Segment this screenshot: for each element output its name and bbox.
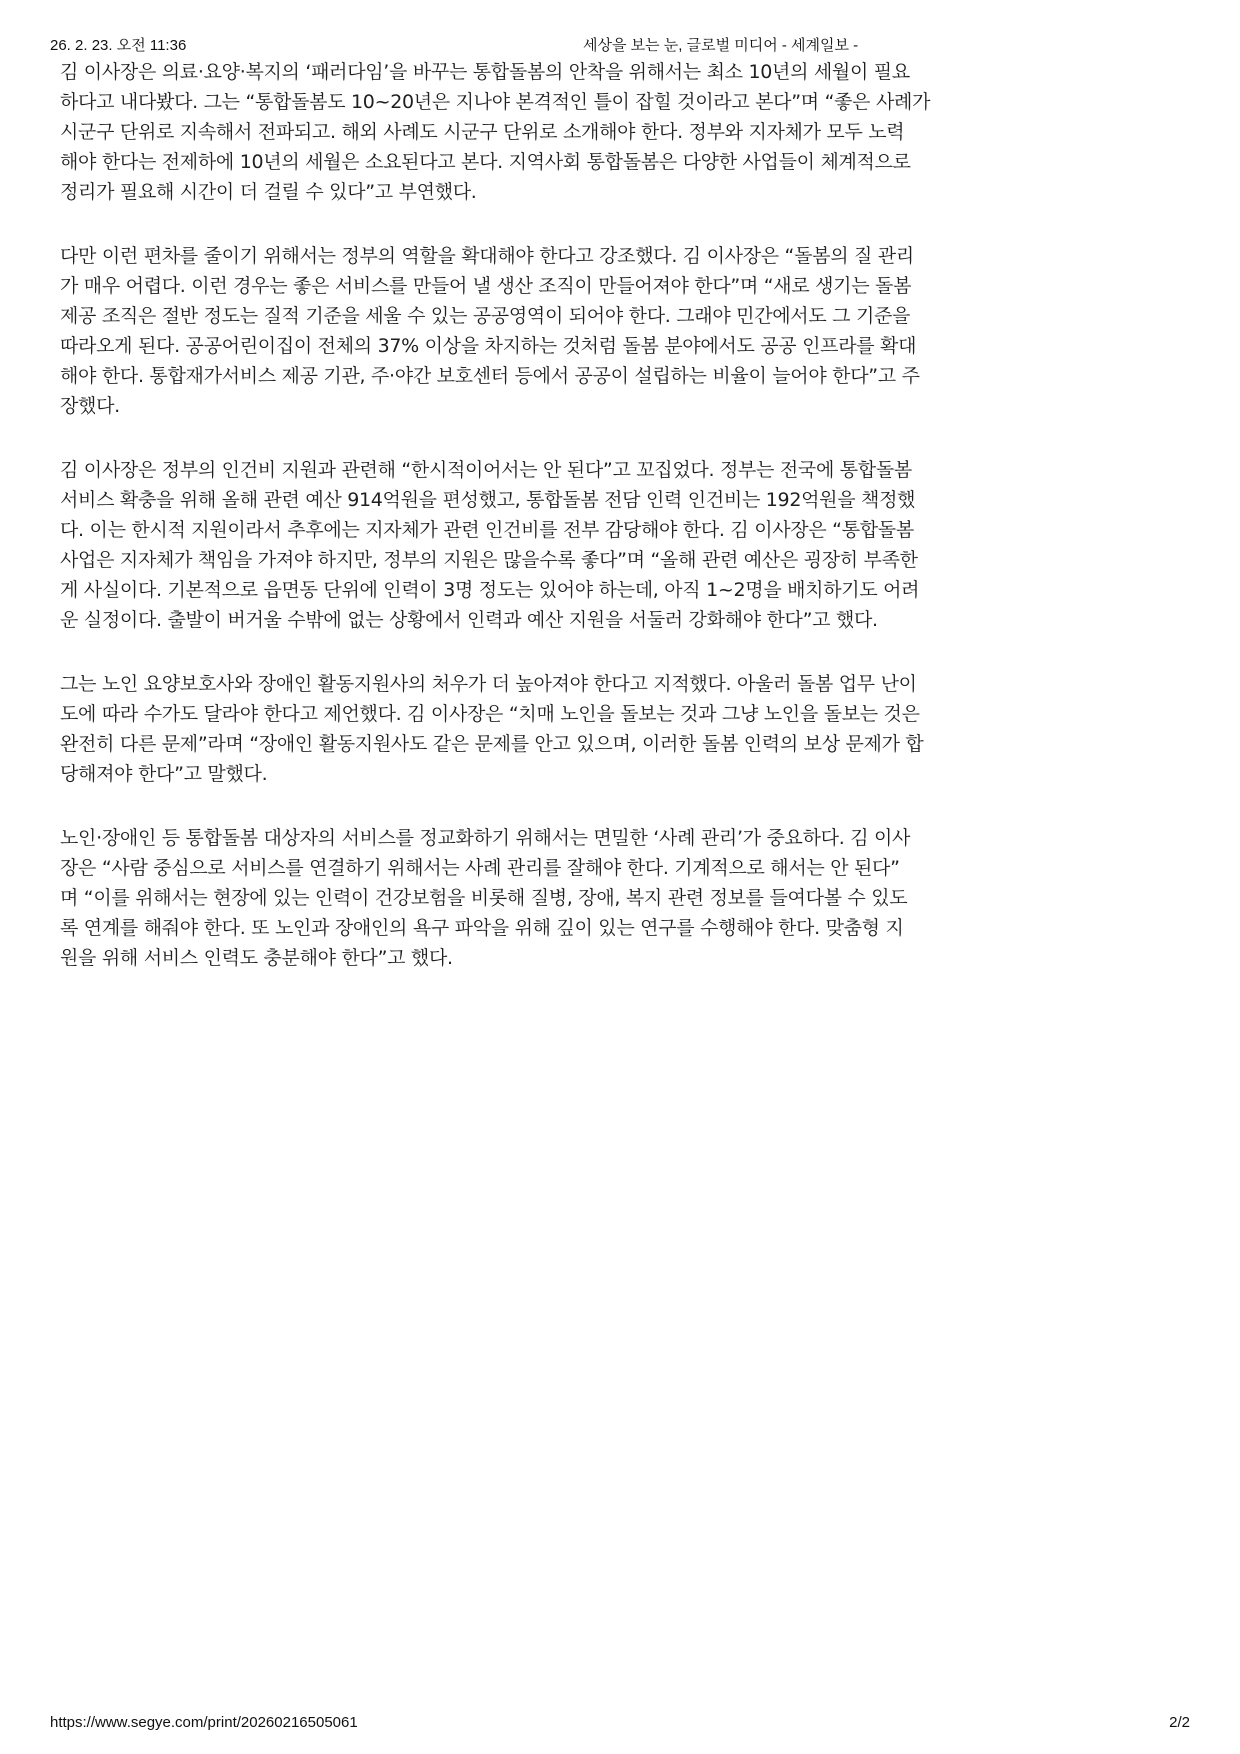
paragraph-line: 정리가 필요해 시간이 더 걸릴 수 있다”고 부연했다. xyxy=(60,181,477,203)
paragraph-line: 며 “이를 위해서는 현장에 있는 인력이 건강보험을 비롯해 질병, 장애, 복지 관련 정보를 들여다볼 수 있도 xyxy=(60,887,908,909)
paragraph-line: 당해져야 한다”고 말했다. xyxy=(60,763,268,785)
paragraph-line: 원을 위해 서비스 인력도 충분해야 한다”고 했다. xyxy=(60,947,453,969)
paragraph-line: 완전히 다른 문제”라며 “장애인 활동지원사도 같은 문제를 안고 있으며, 이러한 돌봄 인력의 보상 문제가 합 xyxy=(60,733,924,755)
paragraph-line: 운 실정이다. 출발이 버거울 수밖에 없는 상황에서 인력과 예산 지원을 서둘러 강화해야 한다”고 했다. xyxy=(60,609,878,631)
paragraph-line: 다. 이는 한시적 지원이라서 추후에는 지자체가 관련 인건비를 전부 감당해야 한다. 김 이사장은 “통합돌봄 xyxy=(60,519,914,541)
paragraph-line: 김 이사장은 정부의 인건비 지원과 관련해 “한시적이어서는 안 된다”고 꼬집었다. 정부는 전국에 통합돌봄 xyxy=(60,459,912,481)
paragraph-line: 해야 한다. 통합재가서비스 제공 기관, 주·야간 보호센터 등에서 공공이 설립하는 비율이 늘어야 한다”고 주 xyxy=(60,365,920,387)
page-number: 2/2 xyxy=(1169,1714,1190,1731)
paragraph-line: 제공 조직은 절반 정도는 질적 기준을 세울 수 있는 공공영역이 되어야 한다. 그래야 민간에서도 그 기준을 xyxy=(60,305,911,327)
paragraph-line: 해야 한다는 전제하에 10년의 세월은 소요된다고 본다. 지역사회 통합돌봄은 다양한 사업들이 체계적으로 xyxy=(60,151,911,173)
paragraph-line: 서비스 확충을 위해 올해 관련 예산 914억원을 편성했고, 통합돌봄 전담 인력 인건비는 192억원을 책정했 xyxy=(60,489,916,511)
paragraph-line: 하다고 내다봤다. 그는 “통합돌봄도 10~20년은 지나야 본격적인 틀이 잡힐 것이라고 본다”며 “좋은 사례가 xyxy=(60,91,931,113)
paragraph-line: 록 연계를 해줘야 한다. 또 노인과 장애인의 욕구 파악을 위해 깊이 있는 연구를 수행해야 한다. 맞춤형 지 xyxy=(60,917,904,939)
article-body xyxy=(60,57,1060,1007)
print-header xyxy=(50,34,1190,54)
article-paragraph xyxy=(60,455,1060,635)
article-paragraph xyxy=(60,241,1060,421)
paragraph-line: 시군구 단위로 지속해서 전파되고. 해외 사례도 시군구 단위로 소개해야 한다. 정부와 지자체가 모두 노력 xyxy=(60,121,905,143)
paragraph-line: 따라오게 된다. 공공어린이집이 전체의 37% 이상을 차지하는 것처럼 돌봄 분야에서도 공공 인프라를 확대 xyxy=(60,335,917,357)
print-datetime: 26. 2. 23. 오전 11:36 xyxy=(50,37,187,54)
paragraph-line: 김 이사장은 의료·요양·복지의 ‘패러다임’을 바꾸는 통합돌봄의 안착을 위해서는 최소 10년의 세월이 필요 xyxy=(60,61,910,83)
paragraph-line: 그는 노인 요양보호사와 장애인 활동지원사의 처우가 더 높아져야 한다고 지적했다. 아울러 돌봄 업무 난이 xyxy=(60,673,917,695)
paragraph-line: 장했다. xyxy=(60,395,120,417)
page-title: 세상을 보는 눈, 글로벌 미디어 - 세계일보 - xyxy=(583,37,859,54)
paragraph-line: 가 매우 어렵다. 이런 경우는 좋은 서비스를 만들어 낼 생산 조직이 만들어져야 한다”며 “새로 생기는 돌봄 xyxy=(60,275,912,297)
article-paragraph xyxy=(60,669,1060,789)
paragraph-line: 도에 따라 수가도 달라야 한다고 제언했다. 김 이사장은 “치매 노인을 돌보는 것과 그냥 노인을 돌보는 것은 xyxy=(60,703,920,725)
paragraph-line: 장은 “사람 중심으로 서비스를 연결하기 위해서는 사례 관리를 잘해야 한다. 기계적으로 해서는 안 된다” xyxy=(60,857,900,879)
paragraph-line: 노인·장애인 등 통합돌봄 대상자의 서비스를 정교화하기 위해서는 면밀한 ‘사례 관리’가 중요하다. 김 이사 xyxy=(60,827,911,849)
paragraph-line: 사업은 지자체가 책임을 가져야 하지만, 정부의 지원은 많을수록 좋다”며 “올해 관련 예산은 굉장히 부족한 xyxy=(60,549,918,571)
paragraph-line: 다만 이런 편차를 줄이기 위해서는 정부의 역할을 확대해야 한다고 강조했다. 김 이사장은 “돌봄의 질 관리 xyxy=(60,245,914,267)
paragraph-line: 게 사실이다. 기본적으로 읍면동 단위에 인력이 3명 정도는 있어야 하는데, 아직 1~2명을 배치하기도 어려 xyxy=(60,579,920,601)
print-footer xyxy=(50,1714,1190,1734)
article-paragraph xyxy=(60,57,1060,207)
page-url: https://www.segye.com/print/20260216505061 xyxy=(50,1714,358,1731)
article-paragraph xyxy=(60,823,1060,973)
